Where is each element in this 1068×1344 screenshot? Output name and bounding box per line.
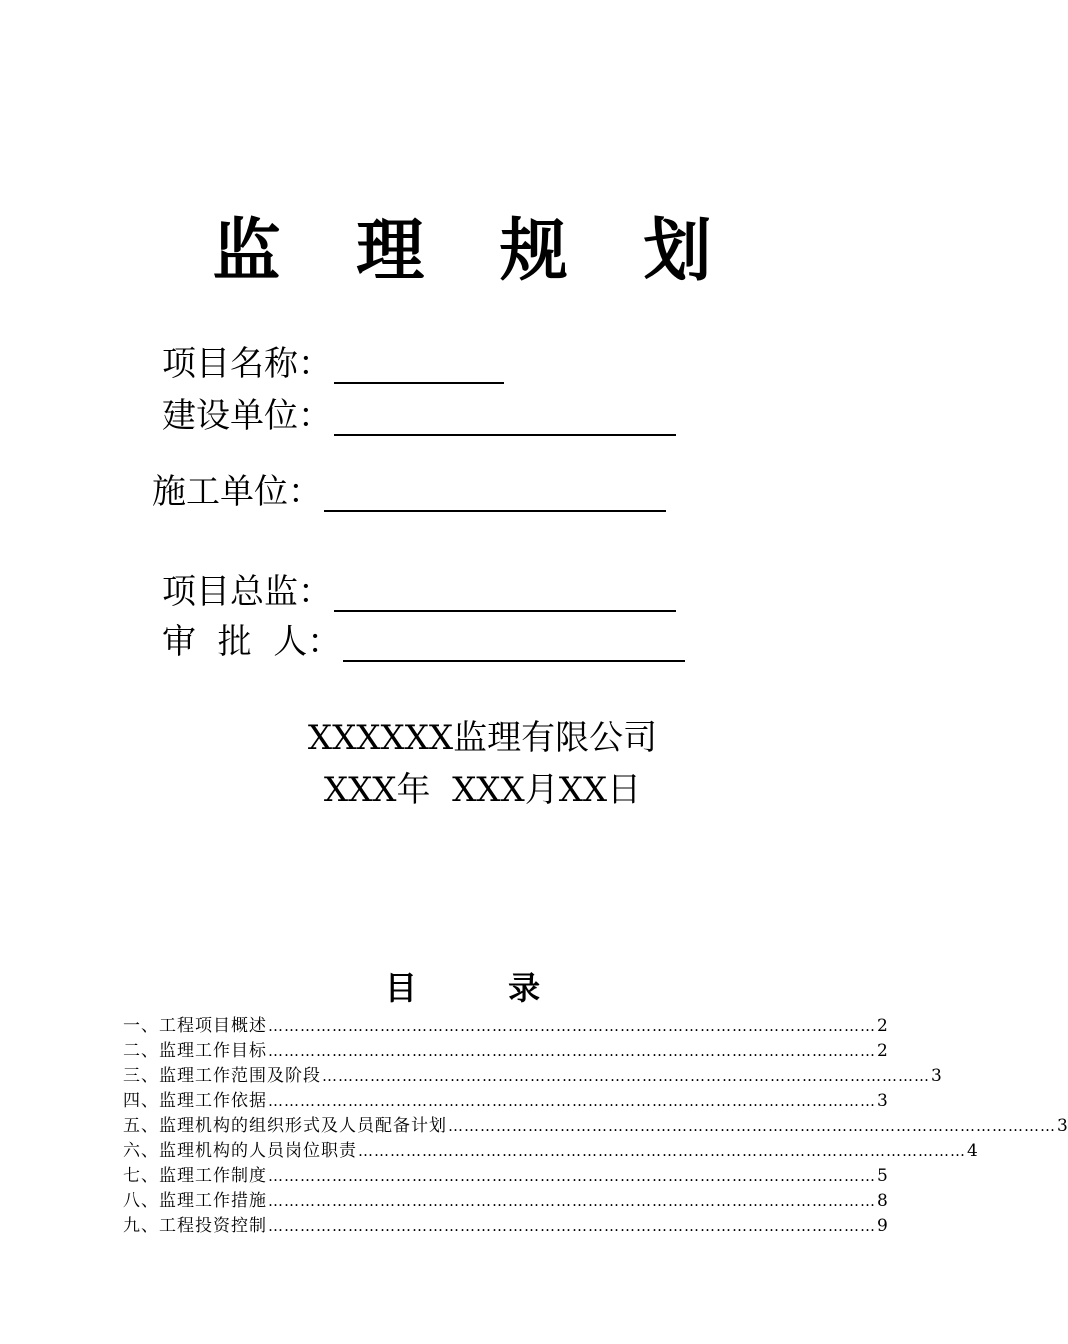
toc-item-label: 六、监理机构的人员岗位职责 [123, 1141, 357, 1161]
toc-item[interactable] [123, 1214, 888, 1239]
blank-line [324, 480, 666, 512]
table-of-contents [123, 1014, 1068, 1239]
toc-item-page: 3 [877, 1091, 888, 1111]
field-project-name [162, 344, 504, 384]
toc-item-page: 5 [877, 1166, 888, 1186]
toc-item[interactable] [123, 1039, 888, 1064]
toc-leader: …………………………………………………………………………………………………… [268, 1192, 876, 1210]
blank-line [334, 580, 676, 612]
toc-item-page: 3 [931, 1066, 942, 1086]
toc-item-label: 二、监理工作目标 [123, 1041, 267, 1061]
toc-leader: …………………………………………………………………………………………………… [268, 1217, 876, 1235]
toc-item-page: 8 [877, 1191, 888, 1211]
toc-item[interactable] [123, 1139, 978, 1164]
toc-item-label: 三、监理工作范围及阶段 [123, 1066, 321, 1086]
toc-item[interactable] [123, 1164, 888, 1189]
document-date: XXX年 XXX月XX日 [323, 770, 642, 810]
toc-item-label: 七、监理工作制度 [123, 1166, 267, 1186]
field-label: 项目总监： [162, 572, 332, 612]
field-label: 审 批 人： [162, 622, 342, 662]
field-contractor [152, 472, 666, 512]
toc-item[interactable] [123, 1064, 942, 1089]
field-label: 施工单位： [152, 472, 322, 512]
blank-line [334, 404, 676, 436]
toc-item[interactable] [123, 1189, 888, 1214]
field-chief-supervisor [162, 572, 676, 612]
toc-item-page: 4 [967, 1141, 978, 1161]
toc-title: 目 录 [384, 969, 581, 1007]
toc-item-label: 四、监理工作依据 [123, 1091, 267, 1111]
blank-line [343, 630, 685, 662]
toc-item-page: 2 [877, 1041, 888, 1061]
field-approver [162, 622, 685, 662]
toc-leader: …………………………………………………………………………………………………… [268, 1042, 876, 1060]
toc-item-page: 2 [877, 1016, 888, 1036]
toc-item-label: 一、工程项目概述 [123, 1016, 267, 1036]
field-label: 建设单位： [162, 396, 332, 436]
toc-leader: …………………………………………………………………………………………………… [268, 1017, 876, 1035]
toc-leader: …………………………………………………………………………………………………… [448, 1117, 1056, 1135]
toc-item-label: 八、监理工作措施 [123, 1191, 267, 1211]
toc-item-label: 五、监理机构的组织形式及人员配备计划 [123, 1116, 447, 1136]
document-title: 监 理 规 划 [212, 212, 738, 291]
toc-item[interactable] [123, 1014, 888, 1039]
toc-leader: …………………………………………………………………………………………………… [322, 1067, 930, 1085]
toc-leader: …………………………………………………………………………………………………… [268, 1167, 876, 1185]
toc-item-page: 9 [877, 1216, 888, 1236]
toc-item[interactable] [123, 1114, 1068, 1139]
field-label: 项目名称： [162, 344, 332, 384]
toc-item-label: 九、工程投资控制 [123, 1216, 267, 1236]
company-name: XXXXXX监理有限公司 [307, 718, 658, 758]
toc-item-page: 3 [1057, 1116, 1068, 1136]
toc-leader: …………………………………………………………………………………………………… [268, 1092, 876, 1110]
toc-leader: …………………………………………………………………………………………………… [358, 1142, 966, 1160]
blank-line [334, 352, 504, 384]
field-client [162, 396, 676, 436]
toc-item[interactable] [123, 1089, 888, 1114]
